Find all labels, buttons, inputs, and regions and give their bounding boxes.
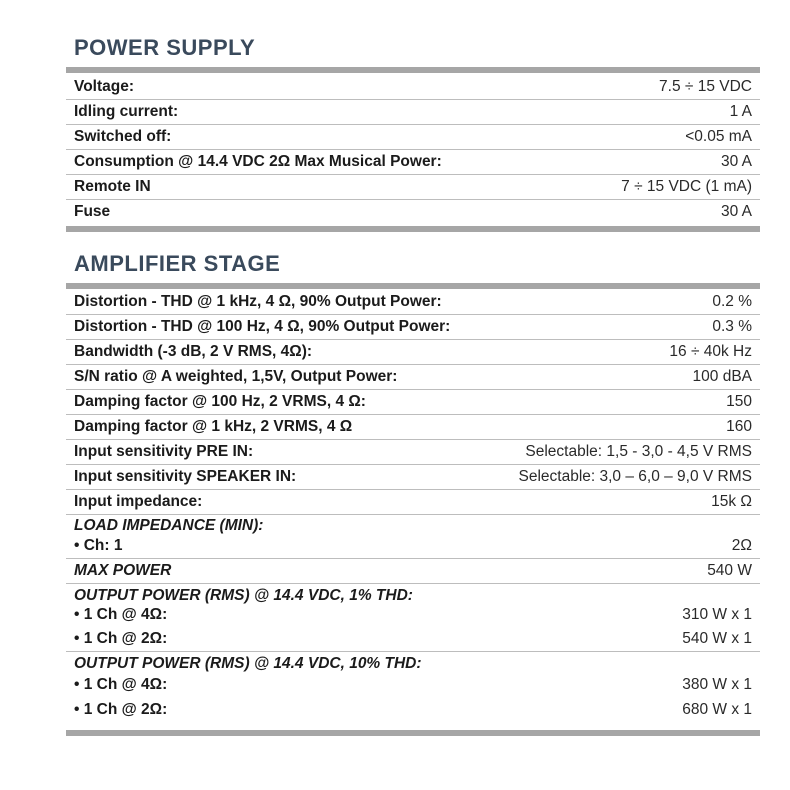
amplifier-stage-title: AMPLIFIER STAGE	[74, 251, 281, 276]
spec-label: • 1 Ch @ 4Ω:	[74, 676, 168, 693]
spec-label: Fuse	[74, 203, 111, 220]
spec-label: • 1 Ch @ 2Ω:	[74, 701, 168, 718]
spec-row	[66, 175, 760, 200]
spec-row	[66, 465, 760, 490]
spec-label: Damping factor @ 100 Hz, 2 VRMS, 4 Ω:	[74, 393, 366, 410]
max-power-row	[66, 559, 760, 584]
spec-value: 680 W x 1	[682, 701, 752, 718]
spec-value: 380 W x 1	[682, 676, 752, 693]
spec-label: Voltage:	[74, 78, 134, 95]
spec-row	[66, 125, 760, 150]
load-impedance-heading: LOAD IMPEDANCE (MIN):	[74, 517, 264, 534]
spec-label: Input sensitivity PRE IN:	[74, 443, 254, 460]
spec-row	[66, 440, 760, 465]
spec-value: 7.5 ÷ 15 VDC	[659, 78, 752, 95]
spec-row	[66, 415, 760, 440]
spec-value: Selectable: 3,0 – 6,0 – 9,0 V RMS	[518, 468, 752, 485]
spec-label: Bandwidth (-3 dB, 2 V RMS, 4Ω):	[74, 343, 313, 360]
spec-row	[66, 150, 760, 175]
output-power-heading: OUTPUT POWER (RMS) @ 14.4 VDC, 10% THD:	[74, 655, 422, 672]
output-power-10pct-row	[66, 652, 760, 722]
section-divider	[66, 67, 760, 73]
spec-value: 15k Ω	[711, 493, 752, 510]
spec-label: Remote IN	[74, 178, 151, 195]
spec-label: • Ch: 1	[74, 537, 123, 554]
spec-value: 540 W x 1	[682, 630, 752, 647]
spec-value: 30 A	[720, 153, 752, 170]
spec-value: <0.05 mA	[685, 128, 752, 145]
spec-value: 0.3 %	[712, 318, 752, 335]
spec-row	[66, 315, 760, 340]
section-divider	[66, 226, 760, 232]
spec-row	[66, 75, 760, 100]
spec-label: Idling current:	[74, 103, 179, 120]
spec-row	[66, 100, 760, 125]
spec-value: 310 W x 1	[682, 606, 752, 623]
spec-value: 100 dBA	[692, 368, 752, 385]
spec-value: 540 W	[707, 562, 752, 579]
output-power-heading: OUTPUT POWER (RMS) @ 14.4 VDC, 1% THD:	[74, 587, 413, 604]
spec-row	[66, 340, 760, 365]
spec-value: 1 A	[729, 103, 752, 120]
spec-label: Damping factor @ 1 kHz, 2 VRMS, 4 Ω	[74, 418, 353, 435]
spec-value: Selectable: 1,5 - 3,0 - 4,5 V RMS	[525, 443, 752, 460]
spec-label: Distortion - THD @ 1 kHz, 4 Ω, 90% Output Power:	[74, 293, 442, 310]
spec-row	[66, 290, 760, 315]
spec-value: 16 ÷ 40k Hz	[669, 343, 752, 360]
spec-value: 160	[726, 418, 752, 435]
section-divider	[66, 283, 760, 289]
spec-label: Switched off:	[74, 128, 172, 145]
spec-label: S/N ratio @ A weighted, 1,5V, Output Power:	[74, 368, 398, 385]
load-impedance-row	[66, 515, 760, 559]
spec-value: 0.2 %	[712, 293, 752, 310]
spec-label: Input impedance:	[74, 493, 203, 510]
spec-label: Input sensitivity SPEAKER IN:	[74, 468, 297, 485]
spec-label: Distortion - THD @ 100 Hz, 4 Ω, 90% Output Power:	[74, 318, 451, 335]
spec-value: 2Ω	[731, 537, 752, 554]
spec-label: MAX POWER	[74, 562, 172, 579]
spec-label: Consumption @ 14.4 VDC 2Ω Max Musical Power:	[74, 153, 442, 170]
spec-row	[66, 200, 760, 224]
spec-label: • 1 Ch @ 4Ω:	[74, 606, 168, 623]
spec-row	[66, 365, 760, 390]
spec-label: • 1 Ch @ 2Ω:	[74, 630, 168, 647]
spec-value: 30 A	[720, 203, 752, 220]
spec-row	[66, 390, 760, 415]
power-supply-title: POWER SUPPLY	[74, 35, 256, 60]
spec-value: 150	[726, 393, 752, 410]
output-power-1pct-row	[66, 584, 760, 652]
spec-value: 7 ÷ 15 VDC (1 mA)	[621, 178, 752, 195]
spec-row	[66, 490, 760, 515]
section-divider	[66, 730, 760, 736]
